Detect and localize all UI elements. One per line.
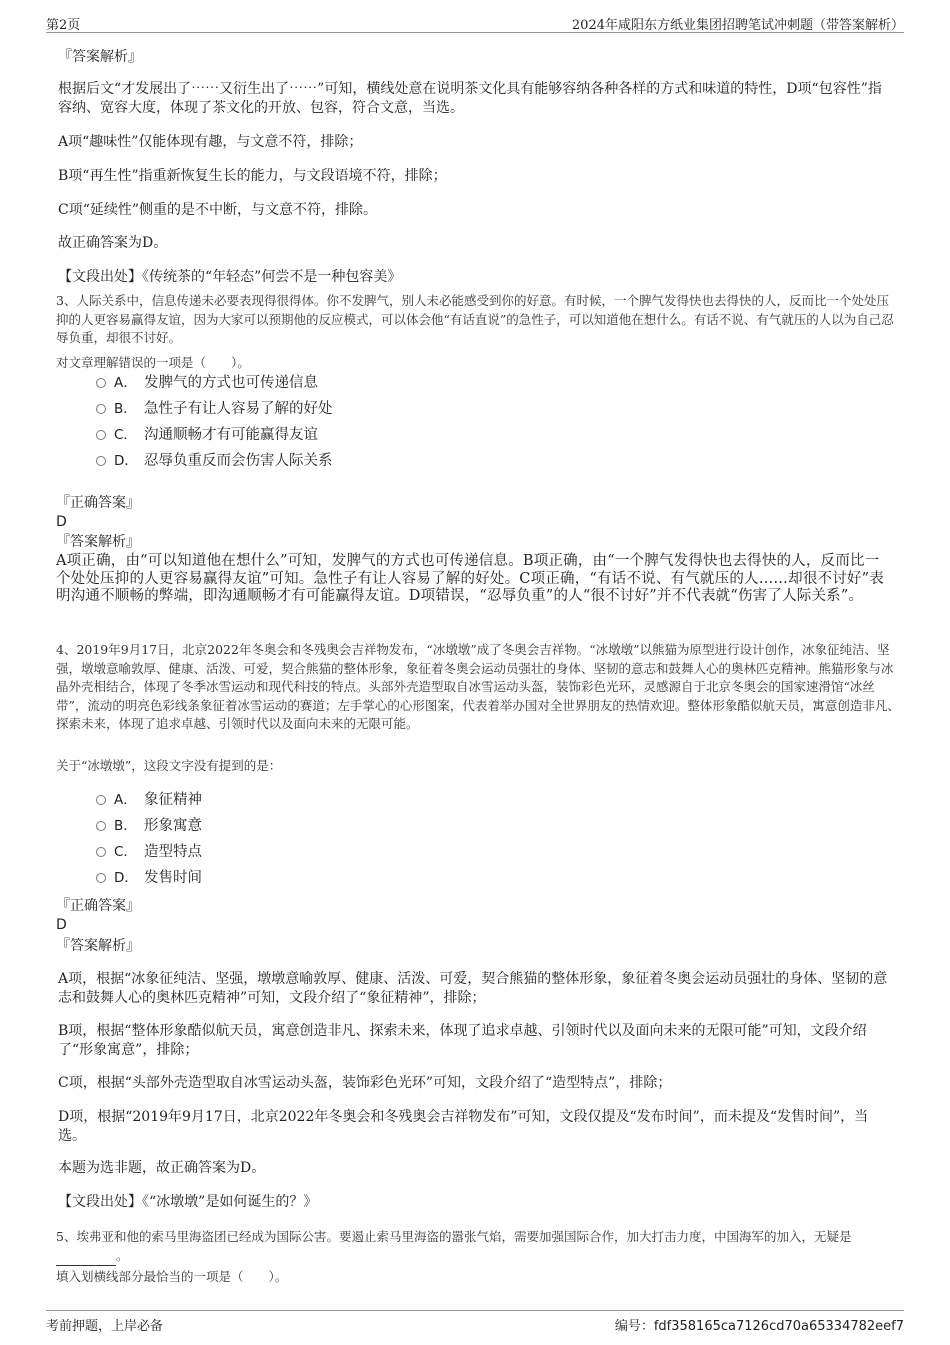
q3-option-b[interactable] [96, 399, 333, 419]
q3-option-d[interactable] [96, 451, 333, 471]
q4-conclusion: 本题为选非题，故正确答案为D。 [58, 1160, 266, 1176]
q4-analysis-p4: D项，根据“2019年9月17日，北京2022年冬奥会和冬残奥会吉祥物发布”可知，文段仅提及“发布时间”，而未提及“发售时间”，当选。 [58, 1109, 869, 1144]
option-letter: C． [114, 427, 137, 443]
q5-stem [56, 1228, 901, 1266]
q4-option-a[interactable] [96, 790, 202, 810]
radio-icon[interactable] [96, 847, 106, 857]
q2-source: 【文段出处】《传统茶的“年轻态”何尝不是一种包容美》 [58, 269, 402, 285]
fill-blank [56, 1247, 116, 1267]
q2-analysis-heading: 『答案解析』 [58, 49, 142, 65]
option-text: 象征精神 [144, 792, 202, 808]
q2-conclusion: 故正确答案为D。 [58, 235, 168, 251]
q4-correct-heading: 『正确答案』 [56, 898, 140, 914]
option-text: 急性子有让人容易了解的好处 [144, 401, 333, 417]
option-letter: A． [114, 375, 137, 391]
q4-option-d[interactable] [96, 868, 202, 888]
option-letter: D． [114, 453, 138, 469]
q2-analysis-p1: 根据后文“才发展出了⋯⋯又衍生出了⋯⋯”可知，横线处意在说明茶文化具有能够容纳各种各样的方式和味道的特性，D项“包容性”指容纳、宽容大度，体现了茶文化的开放、包容，符合文意，当选。 [58, 81, 882, 116]
option-text: 形象寓意 [144, 818, 202, 834]
page-footer [46, 1310, 904, 1335]
q3-correct-heading: 『正确答案』 [56, 495, 140, 511]
q5-stem-end: 。 [116, 1247, 129, 1263]
q4-stem: 4、2019年9月17日，北京2022年冬奥会和冬残奥会吉祥物发布，“冰墩墩”成了冬奥会吉祥物。“冰墩墩”以熊猫为原型进行设计创作，冰象征纯洁、坚强，墩墩意喻敦厚、健康、活泼、可爱，契合熊猫的整体形象，象征着冬奥会运动员强壮的身体、坚韧的意志和鼓舞人心的奥林匹克精神。熊猫形象与冰晶外壳相结合，体现了冬季冰雪运动和现代科技的特点。头部外壳造型取自冰雪运动头盔，装饰彩色光环，灵感源自于北京冬奥会的国家速滑馆“冰丝带”，流动的明亮色彩线条象征着冰雪运动的赛道；左手掌心的心形图案，代表着举办国对全世界朋友的热情欢迎。整体形象酷似航天员，寓意创造非凡、探索未来，体现了追求卓越、引领时代以及面向未来的无限可能。 [56, 642, 900, 731]
q4-answer: D [56, 917, 67, 933]
option-text: 沟通顺畅才有可能赢得友谊 [144, 427, 318, 443]
option-letter: C． [114, 844, 137, 860]
q4-analysis-heading: 『答案解析』 [56, 938, 140, 954]
radio-icon[interactable] [96, 430, 106, 440]
q4-source: 【文段出处】《“冰墩墩”是如何诞生的？》 [58, 1194, 318, 1210]
document-id: 编号：fdf358165ca7126cd70a65334782eef7 [614, 1319, 904, 1334]
q2-analysis-p2: A项“趣味性”仅能体现有趣，与文意不符，排除； [58, 134, 363, 150]
option-letter: A． [114, 792, 137, 808]
option-letter: B． [114, 401, 137, 417]
q5-question: 填入划横线部分最恰当的一项是（ ）。 [56, 1269, 288, 1284]
footer-slogan: 考前押题，上岸必备 [46, 1319, 164, 1334]
q3-option-a[interactable] [96, 373, 318, 393]
radio-icon[interactable] [96, 873, 106, 883]
radio-icon[interactable] [96, 795, 106, 805]
page-number: 第2页 [46, 18, 81, 33]
q3-analysis-heading: 『答案解析』 [56, 534, 140, 550]
radio-icon[interactable] [96, 821, 106, 831]
radio-icon[interactable] [96, 378, 106, 388]
q4-option-c[interactable] [96, 842, 202, 862]
q4-option-b[interactable] [96, 816, 202, 836]
option-letter: B． [114, 818, 137, 834]
q3-option-c[interactable] [96, 425, 318, 445]
radio-icon[interactable] [96, 456, 106, 466]
q4-analysis-p3: C项，根据“头部外壳造型取自冰雪运动头盔，装饰彩色光环”可知，文段介绍了“造型特点”，排除； [58, 1075, 672, 1091]
option-text: 造型特点 [144, 844, 202, 860]
q3-stem: 3、人际关系中，信息传递未必要表现得很得体。你不发脾气，别人未必能感受到你的好意。有时候，一个脾气发得快也去得快的人，反而比一个处处压抑的人更容易赢得友谊，因为大家可以预期他的反应模式，可以体会他“有话直说”的急性子，可以知道他在想什么。有话不说、有气就压的人以为自己忍辱负重，却很不讨好。 [56, 293, 894, 345]
option-text: 发售时间 [144, 870, 202, 886]
q3-answer: D [56, 514, 67, 530]
q4-analysis-p2: B项，根据“整体形象酷似航天员，寓意创造非凡、探索未来，体现了追求卓越、引领时代以及面向未来的无限可能”可知，文段介绍了“形象寓意”，排除； [58, 1023, 867, 1058]
option-text: 忍辱负重反而会伤害人际关系 [144, 453, 333, 469]
page-header [46, 10, 904, 33]
q5-stem-text: 5、埃弗亚和他的索马里海盗团已经成为国际公害。要遏止索马里海盗的嚣张气焰，需要加强国际合作，加大打击力度，中国海军的加入，无疑是 [56, 1229, 852, 1244]
q2-analysis-p3: B项“再生性”指重新恢复生长的能力，与文段语境不符，排除； [58, 168, 447, 184]
radio-icon[interactable] [96, 404, 106, 414]
document-title: 2024年咸阳东方纸业集团招聘笔试冲刺题（带答案解析） [571, 18, 904, 33]
q3-analysis: A项正确，由“可以知道他在想什么”可知，发脾气的方式也可传递信息。B项正确，由“一个脾气发得快也去得快的人，反而比一个处处压抑的人更容易赢得友谊”可知。急性子有让人容易了解的好处。C项正确，“有话不说、有气就压的人……却很不讨好”表明沟通不顺畅的弊端，即沟通顺畅才有可能赢得友谊。D项错误，“忍辱负重”的人“很不讨好”并不代表就“伤害了人际关系”。 [56, 553, 884, 604]
q4-analysis-p1: A项，根据“冰象征纯洁、坚强，墩墩意喻敦厚、健康、活泼、可爱，契合熊猫的整体形象，象征着冬奥会运动员强壮的身体、坚韧的意志和鼓舞人心的奥林匹克精神”可知，文段介绍了“象征精神”，排除； [58, 971, 888, 1006]
q2-analysis-p4: C项“延续性”侧重的是不中断，与文意不符，排除。 [58, 202, 378, 218]
q4-question: 关于“冰墩墩”，这段文字没有提到的是： [56, 758, 282, 773]
option-letter: D． [114, 870, 138, 886]
option-text: 发脾气的方式也可传递信息 [144, 375, 318, 391]
q3-question: 对文章理解错误的一项是（ ）。 [56, 355, 250, 370]
